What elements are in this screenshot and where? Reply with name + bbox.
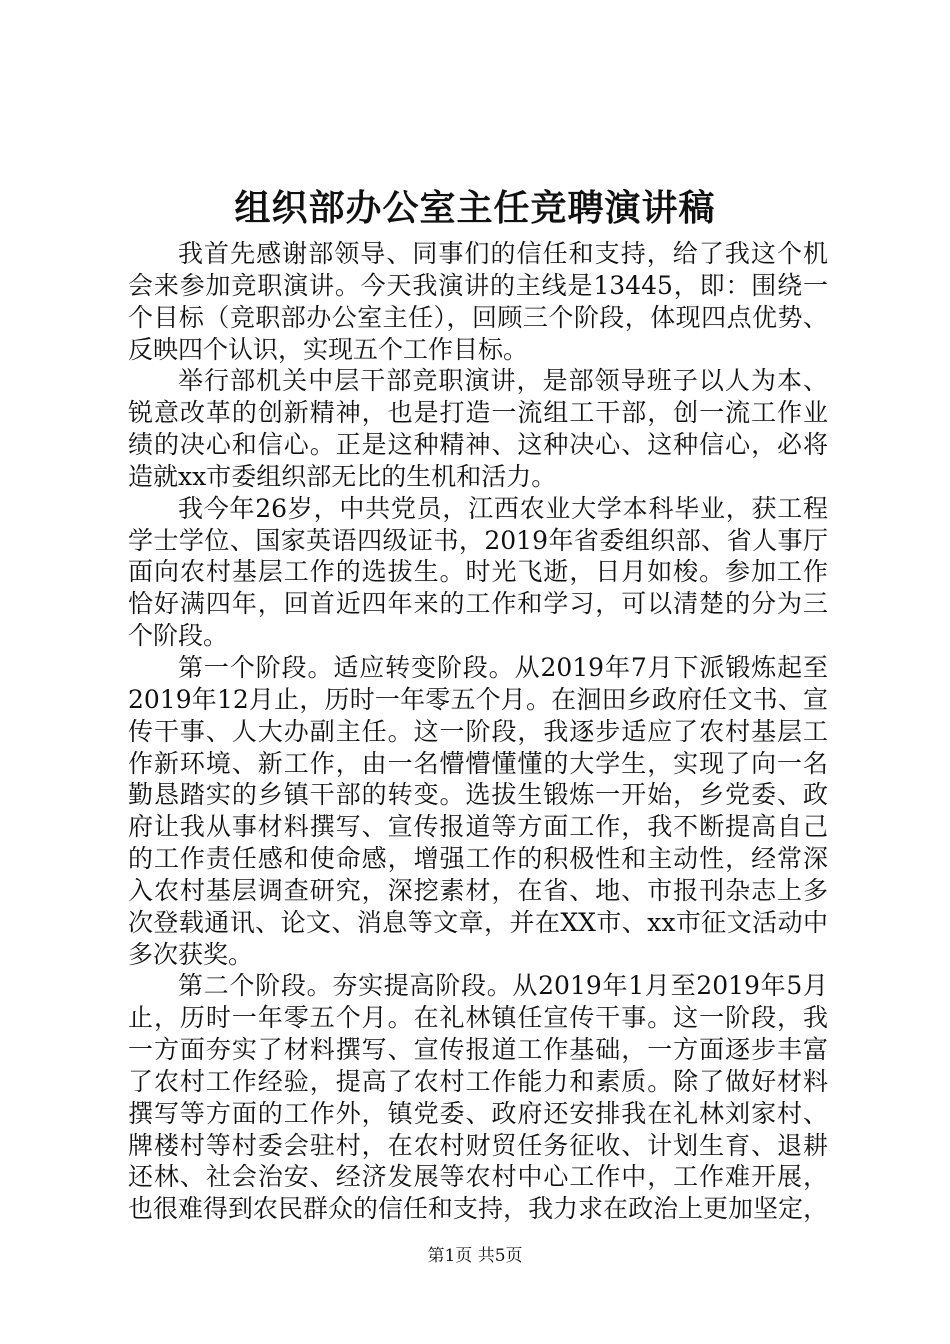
body-line: 第一个阶段。适应转变阶段。从2019年7月下派锻炼起至 bbox=[178, 652, 828, 682]
body-line: 锐意改革的创新精神，也是打造一流组工干部，创一流工作业 bbox=[128, 398, 828, 428]
body-line: 个阶段。 bbox=[128, 621, 229, 651]
body-line: 多次获奖。 bbox=[128, 939, 254, 969]
body-line: 的工作责任感和使命感，增强工作的积极性和主动性，经常深 bbox=[128, 844, 828, 874]
body-line: 恰好满四年，回首近四年来的工作和学习，可以清楚的分为三 bbox=[128, 589, 828, 619]
body-line: 一方面夯实了材料撰写、宣传报道工作基础，一方面逐步丰富 bbox=[128, 1035, 828, 1065]
body-line: 传干事、人大办副主任。这一阶段，我逐步适应了农村基层工 bbox=[128, 716, 828, 746]
body-line: 第二个阶段。夯实提高阶段。从2019年1月至2019年5月 bbox=[178, 971, 828, 1001]
body-line: 府让我从事材料撰写、宣传报道等方面工作，我不断提高自己 bbox=[128, 812, 828, 842]
body-line: 作新环境、新工作，由一名懵懵懂懂的大学生，实现了向一名 bbox=[128, 748, 828, 778]
body-line: 个目标（竞职部办公室主任），回顾三个阶段，体现四点优势、 bbox=[128, 302, 828, 332]
body-line: 我今年26岁，中共党员，江西农业大学本科毕业，获工程 bbox=[178, 493, 828, 523]
body-line: 止，历时一年零五个月。在礼林镇任宣传干事。这一阶段，我 bbox=[128, 1003, 828, 1033]
body-line: 还林、社会治安、经济发展等农村中心工作中，工作难开展， bbox=[128, 1162, 828, 1192]
body-line: 入农村基层调查研究，深挖素材，在省、地、市报刊杂志上多 bbox=[128, 875, 828, 905]
body-line: 反映四个认识，实现五个工作目标。 bbox=[128, 334, 529, 364]
body-line: 2019年12月止，历时一年零五个月。在洄田乡政府任文书、宣 bbox=[128, 684, 828, 714]
body-line: 我首先感谢部领导、同事们的信任和支持，给了我这个机 bbox=[178, 239, 828, 268]
body-line: 撰写等方面的工作外，镇党委、政府还安排我在礼林刘家村、 bbox=[128, 1098, 828, 1128]
body-line: 牌楼村等村委会驻村，在农村财贸任务征收、计划生育、退耕 bbox=[128, 1130, 828, 1160]
body-line: 会来参加竞职演讲。今天我演讲的主线是13445，即：围绕一 bbox=[128, 270, 828, 300]
page-number-footer: 第1页 共5页 bbox=[427, 1246, 523, 1266]
document-title: 组织部办公室主任竞聘演讲稿 bbox=[234, 187, 716, 229]
body-line: 了农村工作经验，提高了农村工作能力和素质。除了做好材料 bbox=[128, 1066, 828, 1096]
body-line: 学士学位、国家英语四级证书，2019年省委组织部、省人事厅 bbox=[128, 525, 828, 555]
body-line: 举行部机关中层干部竞职演讲，是部领导班子以人为本、 bbox=[178, 366, 828, 396]
document-body bbox=[128, 238, 828, 1225]
body-line: 面向农村基层工作的选拔生。时光飞逝，日月如梭。参加工作 bbox=[128, 557, 828, 587]
body-line: 绩的决心和信心。正是这种精神、这种决心、这种信心，必将 bbox=[128, 430, 828, 460]
body-line: 次登载通讯、论文、消息等文章，并在XX市、xx市征文活动中 bbox=[128, 907, 828, 937]
body-line: 也很难得到农民群众的信任和支持，我力求在政治上更加坚定， bbox=[128, 1194, 828, 1224]
body-line: 造就xx市委组织部无比的生机和活力。 bbox=[128, 461, 557, 491]
body-line: 勤恳踏实的乡镇干部的转变。选拔生锻炼一开始，乡党委、政 bbox=[128, 780, 828, 810]
